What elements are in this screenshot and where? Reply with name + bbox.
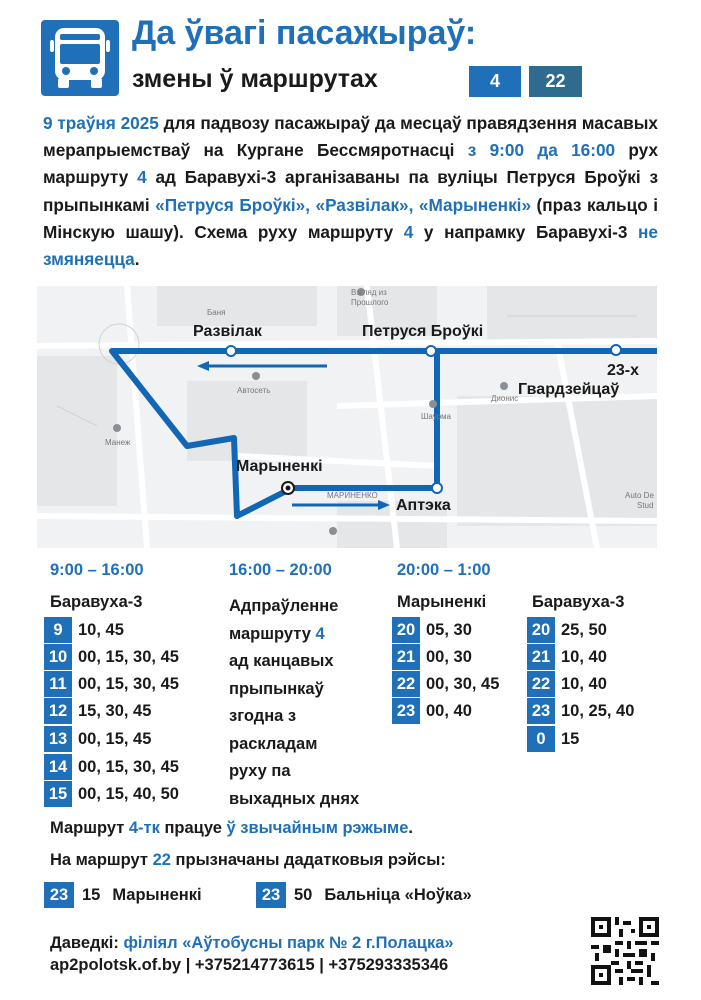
intro-stop: «Марыненкі» <box>418 194 532 215</box>
poi-label: Дионис <box>491 394 519 403</box>
street-label: МАРИНЕНКО <box>327 491 378 500</box>
minutes-cell: 05, 30 <box>426 621 472 639</box>
stop-marynenki: Марыненкі <box>236 458 323 475</box>
timetable-row <box>44 671 179 697</box>
poi-label: Баня <box>207 308 226 317</box>
stop-gvard-line1: 23-х <box>607 362 640 379</box>
minutes-cell: 00, 15, 30, 45 <box>78 758 179 776</box>
intro-text: у напрамку Баравухі-3 <box>413 221 639 242</box>
hour-cell: 20 <box>392 617 420 643</box>
note-line: выхадных днях <box>229 789 360 808</box>
departure-stop: Марыненкі <box>397 593 487 611</box>
map-graphic <box>37 286 657 548</box>
note-route: 22 <box>152 851 171 869</box>
note-route: 4 <box>315 624 325 643</box>
timetable-row <box>44 617 124 643</box>
note-line: згодна з <box>229 707 297 725</box>
route-badge-4: 4 <box>469 66 521 97</box>
note-text: Маршрут <box>50 819 129 837</box>
note-text: На маршрут <box>50 851 153 869</box>
phone-number[interactable]: +375214773615 <box>194 956 315 974</box>
timetable-row <box>392 644 472 670</box>
weekend-schedule-note <box>229 593 359 813</box>
poi-label: Шаурма <box>421 412 451 421</box>
extra-trip <box>256 882 472 908</box>
contacts-line1 <box>50 932 454 954</box>
note-line: прыпынкаў <box>229 679 324 698</box>
hour-cell: 10 <box>44 644 72 670</box>
timetable-row <box>527 644 607 670</box>
minutes-cell: 15 <box>561 730 580 748</box>
hour-cell: 21 <box>392 644 420 670</box>
poi-label: Автосеть <box>237 386 271 395</box>
minutes-cell: 10, 40 <box>561 648 607 666</box>
intro-route: 4 <box>403 221 414 242</box>
intro-date: 9 траўня 2025 <box>43 113 159 133</box>
destination: Бальніца «Ноўка» <box>324 886 472 904</box>
minutes-cell: 00, 15, 30, 45 <box>78 675 179 693</box>
poi-label: Stud <box>637 501 654 510</box>
note-text: прызначаны дадатковыя рэйсы: <box>170 851 446 869</box>
contacts-line2 <box>50 954 454 976</box>
hour-cell: 0 <box>527 726 555 752</box>
poi-label: Прошлого <box>351 298 389 307</box>
intro-text: . <box>134 249 140 270</box>
intro-route: 4 <box>137 167 147 188</box>
hour-cell: 23 <box>392 698 420 724</box>
timetable-row <box>44 644 179 670</box>
timetable-row <box>527 671 607 697</box>
hour-cell: 22 <box>527 671 555 697</box>
departure-stop: Баравуха-3 <box>532 593 625 611</box>
hour-cell: 20 <box>527 617 555 643</box>
intro-unchanged: не змяняецца <box>43 221 658 270</box>
minutes-cell: 00, 30 <box>426 648 472 666</box>
timetable-row <box>44 698 151 724</box>
hour-cell: 14 <box>44 754 72 780</box>
stop-brouki: Петруся Броўкі <box>362 323 484 340</box>
timetable-row <box>44 754 179 780</box>
period-header: 9:00 – 16:00 <box>50 561 144 579</box>
contacts-block <box>50 932 454 976</box>
note-line: руху па <box>229 762 291 780</box>
stop-razvilak: Развілак <box>193 323 262 340</box>
intro-stop: «Развілак», <box>315 194 414 215</box>
timetable-row <box>527 617 607 643</box>
organization-name: філіял «Аўтобусны парк № 2 г.Полацка» <box>123 934 454 952</box>
timetable-row <box>392 617 472 643</box>
contacts-label: Даведкі: <box>50 934 119 952</box>
minutes-cell: 10, 45 <box>78 621 124 639</box>
hour-cell: 23 <box>527 698 555 724</box>
hour-cell: 12 <box>44 698 72 724</box>
intro-text: для падвозу пасажыраў да месцаў правядзення масавых мерапрыемстваў на Кургане Бессмяротнасці <box>43 113 658 161</box>
minutes-cell: 15 <box>82 886 101 904</box>
note-text: . <box>408 819 414 837</box>
note-line: Адпраўленне <box>229 597 339 615</box>
separator: | <box>181 956 195 974</box>
timetable-row <box>527 726 579 752</box>
intro-text: (праз кальцо і Мінскую шашу). Схема руху маршруту <box>43 194 658 242</box>
timetable-row <box>392 671 499 697</box>
poi-label: Манеж <box>105 438 131 447</box>
minutes-cell: 10, 40 <box>561 675 607 693</box>
minutes-cell: 00, 40 <box>426 702 472 720</box>
hour-cell: 13 <box>44 726 72 752</box>
note-text: працуе <box>159 819 227 837</box>
minutes-cell: 25, 50 <box>561 621 607 639</box>
route-badge-22: 22 <box>529 66 582 97</box>
note-line: раскладам <box>229 734 318 753</box>
timetable-row <box>392 698 472 724</box>
bus-icon <box>41 20 119 96</box>
page-title: Да ўвагі пасажыраў: <box>132 14 477 52</box>
intro-time: з 9:00 да 16:00 <box>467 140 616 161</box>
timetable-row <box>44 726 151 752</box>
period-header: 20:00 – 1:00 <box>397 561 491 579</box>
poi-label: Взгляд из <box>351 288 387 297</box>
departure-stop: Баравуха-3 <box>50 593 143 611</box>
stop-gvard-line2: Гвардзейцаў <box>518 381 620 398</box>
qr-code-icon[interactable] <box>591 917 659 985</box>
timetable-row <box>527 698 634 724</box>
note-mode: ў звычайным рэжыме <box>226 819 409 837</box>
minutes-cell: 00, 15, 30, 45 <box>78 648 179 666</box>
intro-text: ад Баравухі-3 арганізаваны па вуліцы Петруся Броўкі з прыпынкамі <box>43 167 658 215</box>
note-line: ад канцавых <box>229 652 334 670</box>
hour-cell: 15 <box>44 781 72 807</box>
hour-cell: 21 <box>527 644 555 670</box>
page-subtitle: змены ў маршрутах <box>132 65 378 93</box>
intro-paragraph <box>43 110 658 273</box>
intro-text: рух маршруту <box>43 140 658 188</box>
minutes-cell: 00, 15, 45 <box>78 730 152 748</box>
destination: Марыненкі <box>112 886 202 904</box>
period-header: 16:00 – 20:00 <box>229 561 332 579</box>
phone-number[interactable]: +375293335346 <box>328 956 449 974</box>
hour-cell: 9 <box>44 617 72 643</box>
minutes-cell: 15, 30, 45 <box>78 702 152 720</box>
website-link[interactable]: ap2polotsk.of.by <box>50 956 182 974</box>
poi-label: Auto De <box>625 491 654 500</box>
hour-cell: 11 <box>44 671 72 697</box>
extra-trip <box>44 882 202 908</box>
minutes-cell: 00, 30, 45 <box>426 675 500 693</box>
separator: | <box>314 956 329 974</box>
minutes-cell: 00, 15, 40, 50 <box>78 785 179 803</box>
minutes-cell: 50 <box>294 886 313 904</box>
route-22-note <box>50 851 446 870</box>
minutes-cell: 10, 25, 40 <box>561 702 635 720</box>
route-map <box>37 286 657 548</box>
route-4tk-note <box>50 819 413 838</box>
hour-cell: 22 <box>392 671 420 697</box>
note-text: маршруту <box>229 624 311 643</box>
note-line <box>229 621 359 649</box>
timetable-row <box>44 781 179 807</box>
intro-stop: «Петруся Броўкі», <box>155 194 310 215</box>
hour-cell: 23 <box>256 882 286 908</box>
note-route: 4-тк <box>128 819 160 837</box>
stop-apteka: Аптэка <box>396 497 451 514</box>
hour-cell: 23 <box>44 882 74 908</box>
